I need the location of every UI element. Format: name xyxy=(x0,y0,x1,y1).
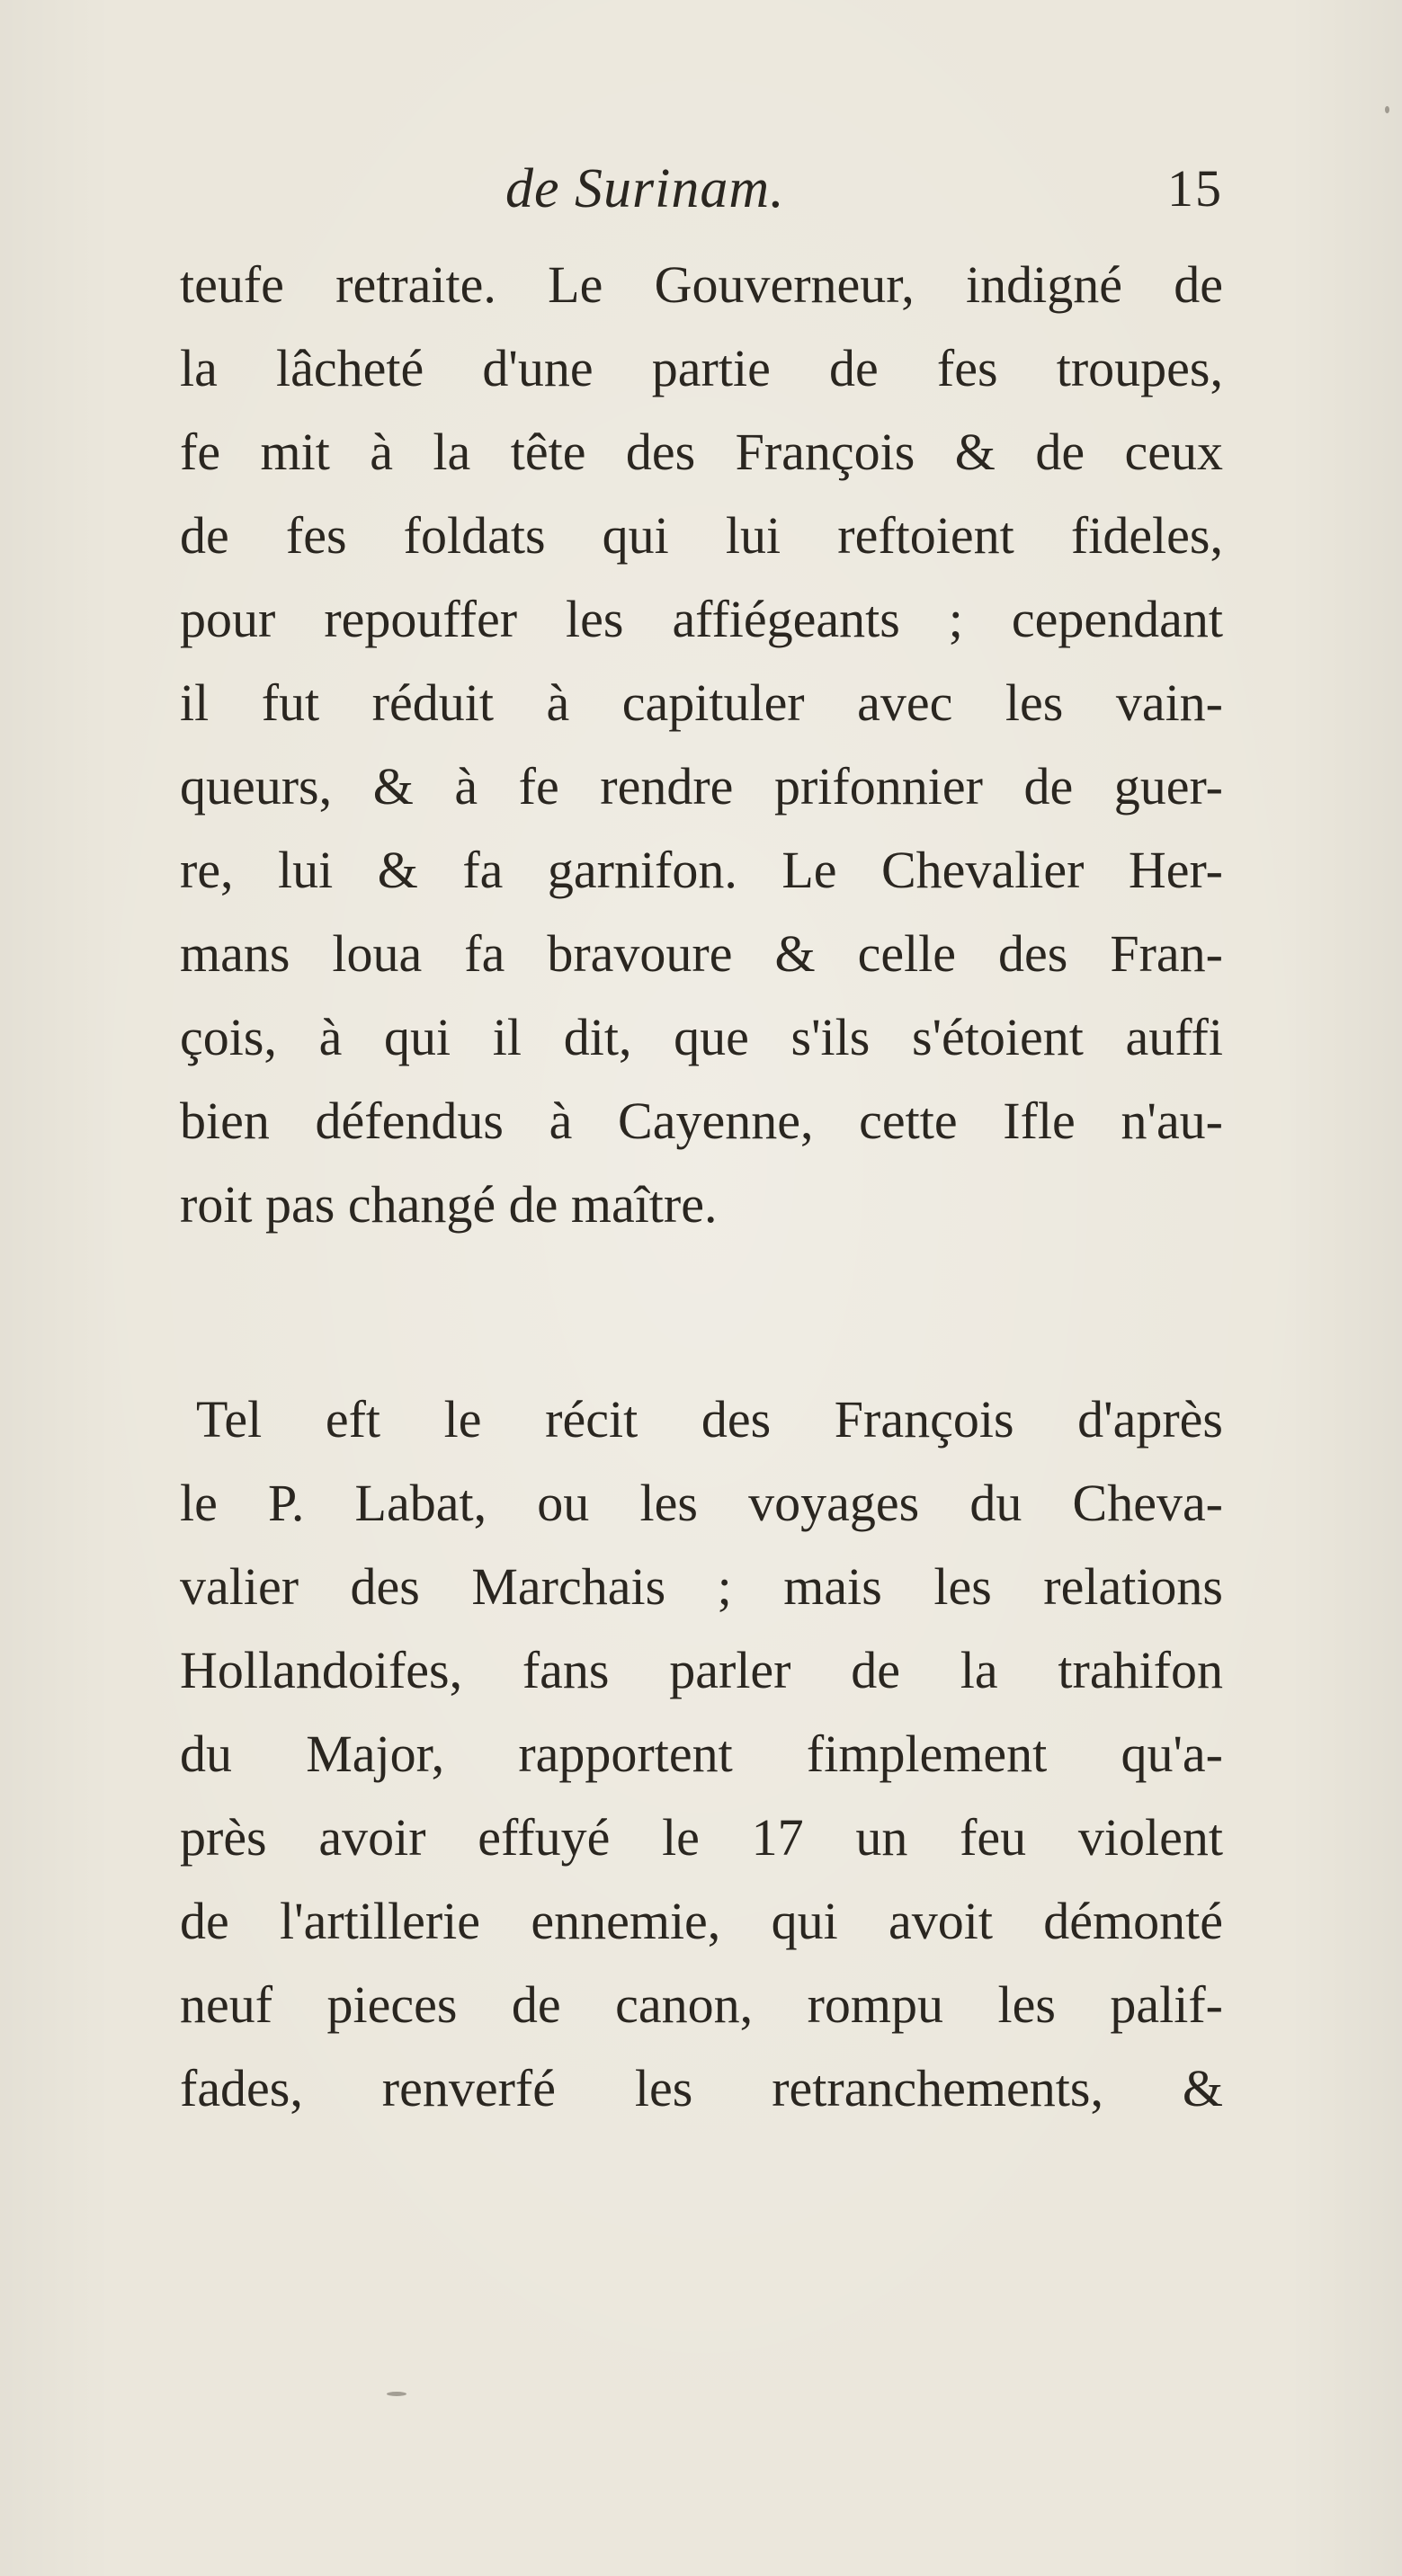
text-line: re, lui & fa garnifon. Le Chevalier Her- xyxy=(180,841,1223,899)
text-line: pour repouffer les affiégeants ; cependant xyxy=(180,590,1223,648)
text-line: de l'artillerie ennemie, qui avoit démonté xyxy=(180,1892,1223,1950)
text-line-content: Tel eft le récit des François d'après xyxy=(196,1390,1223,1448)
text-line: neuf pieces de canon, rompu les palif- xyxy=(180,1975,1223,2034)
text-line: de fes foldats qui lui reftoient fideles, xyxy=(180,506,1223,565)
text-line: près avoir effuyé le 17 un feu violent xyxy=(180,1808,1223,1867)
text-line: queurs, & à fe rendre prifonnier de guer- xyxy=(180,757,1223,816)
paragraph-2 xyxy=(180,1377,1223,2130)
text-line: çois, à qui il dit, que s'ils s'étoient auffi xyxy=(180,1008,1223,1066)
text-line: roit pas changé de maître. xyxy=(180,1175,718,1234)
paragraph-1 xyxy=(180,243,1223,1246)
body-text xyxy=(180,243,1223,2130)
text-line: le P. Labat, ou les voyages du Cheva- xyxy=(180,1474,1223,1532)
text-line: la lâcheté d'une partie de fes troupes, xyxy=(180,339,1223,397)
text-line: du Major, rapportent fimplement qu'a- xyxy=(180,1725,1223,1783)
foxing-spot xyxy=(1385,106,1389,113)
paragraph-gap xyxy=(180,1246,1223,1377)
page-header xyxy=(180,144,1223,234)
text-line xyxy=(180,1377,1223,1461)
running-title: de Surinam. xyxy=(505,158,785,219)
text-line: fe mit à la tête des François & de ceux xyxy=(180,423,1223,481)
text-line: mans loua fa bravoure & celle des Fran- xyxy=(180,924,1223,983)
page-number: 15 xyxy=(1167,159,1223,218)
text-line: valier des Marchais ; mais les relations xyxy=(180,1557,1223,1616)
text-line: il fut réduit à capituler avec les vain- xyxy=(180,673,1223,732)
foxing-spot xyxy=(387,2392,406,2396)
text-line: fades, renverfé les retranchements, & xyxy=(180,2059,1223,2117)
text-line: bien défendus à Cayenne, cette Ifle n'au- xyxy=(180,1092,1223,1150)
text-line: teufe retraite. Le Gouverneur, indigné de xyxy=(180,255,1223,314)
text-line: Hollandoifes, fans parler de la trahifon xyxy=(180,1641,1223,1699)
